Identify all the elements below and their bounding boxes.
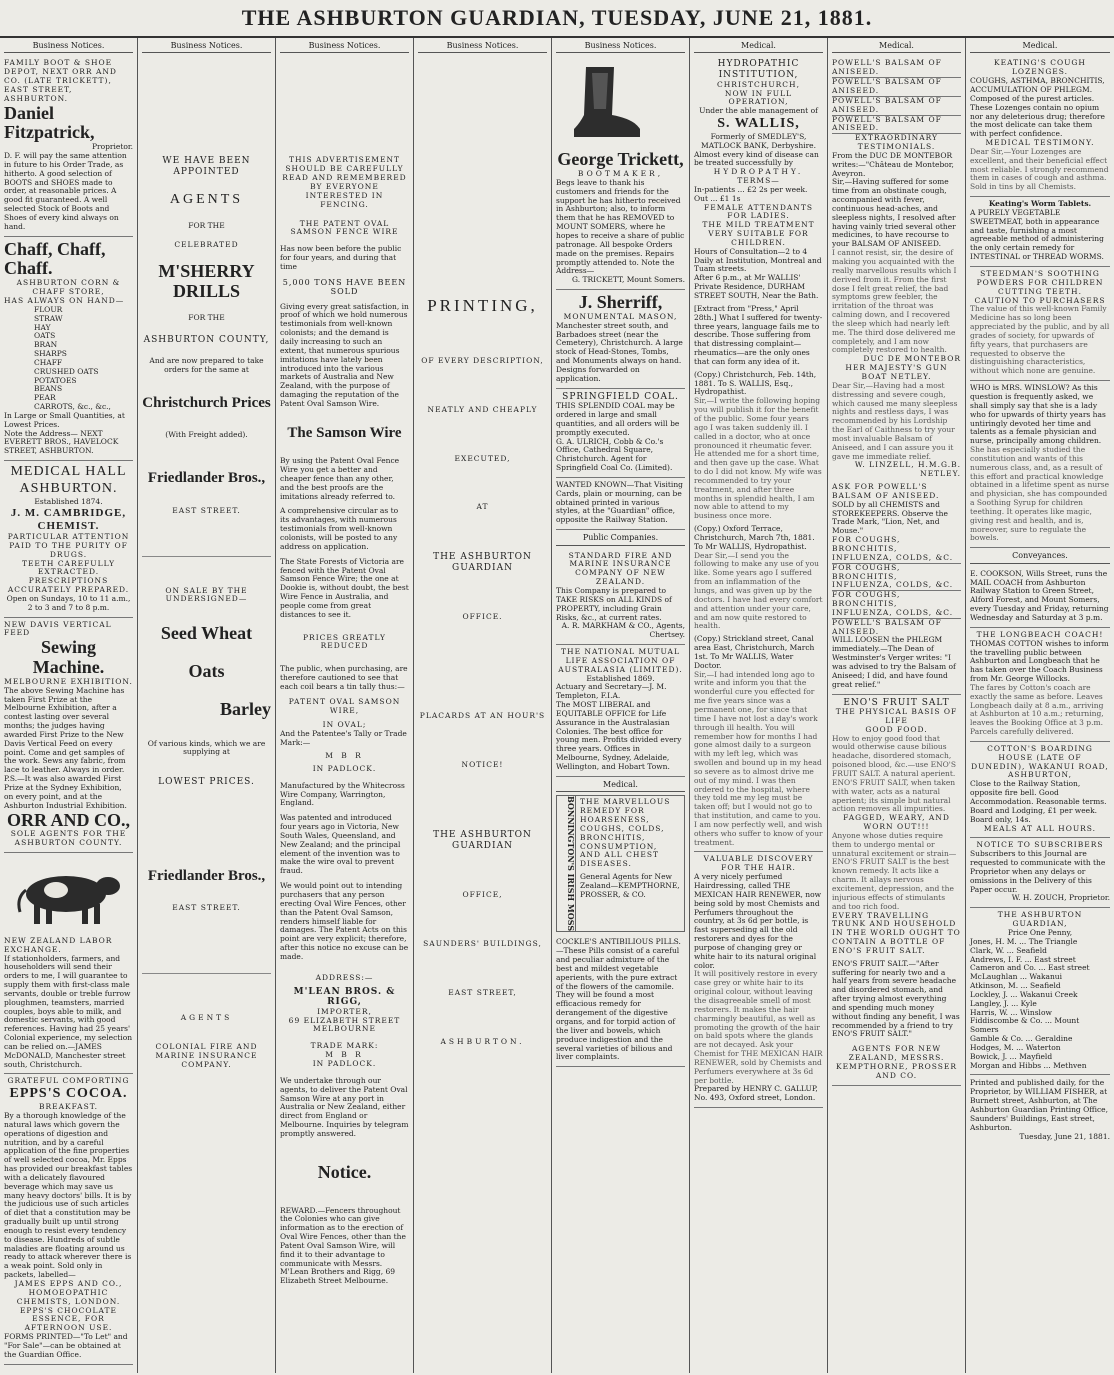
ad-subheading: PRICES GREATLY REDUCED — [303, 632, 386, 651]
ad-text: NOTICE! — [461, 760, 504, 770]
column-2 — [138, 38, 276, 1373]
ad-text: EXECUTED, — [454, 453, 511, 463]
column-heading: Business Notices. — [556, 38, 685, 53]
list-item: Jones, H. M. ... The Triangle — [970, 936, 1078, 946]
ad-text: Formerly of SMEDLEY'S, MATLOCK BANK, Derbyshire. — [701, 131, 816, 150]
ad-heading: THE ASHBURTON GUARDIAN, — [997, 910, 1083, 929]
imprint — [970, 1075, 1110, 1141]
list-item: CARROTS, &c., &c., — [34, 402, 111, 412]
column-heading: Business Notices. — [418, 38, 547, 53]
ad-subheading: 5,000 TONS HAVE BEEN SOLD — [282, 277, 407, 297]
samson-title: The Samson Wire — [287, 424, 402, 441]
list-item: BEANS — [34, 384, 63, 394]
ad-text: Actuary and Secretary—J. M. Templeton, F.I.A. — [556, 682, 667, 701]
column-heading: Business Notices. — [4, 38, 133, 53]
list-item: Bowick, J. ... Mayfield — [970, 1051, 1053, 1061]
ad-text: EAST STREET. — [172, 903, 241, 913]
ad-text: THE MILD TREATMENT VERY SUITABLE FOR CHILDREN. — [702, 220, 815, 247]
ad-text: D. F. will pay the same attention in future to his Order Trade, as hitherto. A good selection of BOOTS and SHOES made to order, at reasonable prices. A good fit guaranteed. A well selected Stock of Boots and Shoes of every kind always on hand. — [4, 151, 127, 231]
ad-text: By a thorough knowledge of the natural laws which govern the operations of digestion and nutrition, and by a careful application of the fine properties of well selected cocoa, Mr. Epps has provided our breakfast tables with a delicately flavoured beverage which may save us many heavy doctors' bills. It is by the judicious use of such articles of diet that a constitution may be gradually built up until strong enough to resist every tendency to disease. Hundreds of subtle maladies are floating around us ready to attack wherever there is a weak point. Sold only in packets, labelled— — [4, 1110, 133, 1280]
ad-text: (Copy.) Strickland street, Canal area East, Christchurch, March 1st. To Mr WALLIS, Water Doctor. — [694, 634, 815, 670]
seed-wheat-title: Seed Wheat — [160, 623, 253, 644]
column-8 — [966, 38, 1114, 1373]
list-item: Atkinson, M. ... Seafield — [970, 981, 1061, 991]
ad-text: ASHBURTON. — [440, 1036, 525, 1046]
ad-text: OFFICE, — [462, 890, 503, 900]
boot-illustration — [556, 63, 646, 143]
column-6 — [690, 38, 828, 1373]
filler-text: The value of this well-known Family Medicine has so long been appreciated by the public, and by all grades of society, for upwards of fifty years, that purchasers are requested to observe the distinguishing characteristics, without which none are genuine. — [970, 304, 1110, 376]
ad-name: Daniel Fitzpatrick, — [4, 102, 95, 143]
filler-text: She has especially studied the constitution and wants of this numerous class, and, as a result of this effort and practical knowledge obtained in a lifetime spent as nurse and physician, she has compounded a Soothing Syrup for children teething. It operates like magic, giving rest and health, and is, moreover, sure to regulate the bowels. — [970, 445, 1110, 543]
list-item: FLOUR — [34, 304, 63, 314]
ad-subheading: HYDROPATHY. — [713, 167, 804, 177]
ad-text: SAUNDERS' BUILDINGS, — [423, 939, 542, 949]
ad-text: FEMALE ATTENDANTS FOR LADIES. — [704, 202, 813, 221]
drills-title: M'SHERRY DRILLS — [158, 261, 255, 301]
ad-signature: W. H. ZOUCH, Proprietor. — [1011, 893, 1110, 903]
list-item: Hodges, M. ... Waterton — [970, 1042, 1061, 1052]
ad-text: A comprehensive circular as to its advantages, with numerous testimonials from well-known colonists, will be posted to any address on application. — [280, 506, 399, 551]
ad-text: OFFICE. — [462, 612, 503, 622]
ad-text: OF EVERY DESCRIPTION, — [421, 355, 544, 365]
ad-subheading: THE PHYSICAL BASIS OF LIFE — [835, 707, 958, 725]
sherriff-ad — [556, 290, 685, 389]
ad-text: Out ... £1 1s — [694, 193, 741, 203]
ad-heading: POWELL'S BALSAM OF ANISEED. — [832, 116, 961, 135]
ad-text: IN PADLOCK. — [312, 763, 377, 773]
ad-text: The State Forests of Victoria are fenced with the Patent Oval Samson Fence Wire; the one at Dookie is, without doubt, the best Wire Fence in Australia, and people come from great distances to see it. — [280, 556, 409, 619]
imprint-text: Printed and published daily, for the Proprietor, by WILLIAM FISHER, at Burnett street, Ashburton, at The Ashburton Guardian Printing Office, Saunders' Buildings, East street, Ashburton. — [970, 1078, 1109, 1132]
ad-name: AGENTS — [169, 191, 244, 207]
ad-text: EPPS'S CHOCOLATE ESSENCE, FOR AFTERNOON USE. — [19, 1305, 118, 1333]
ad-text: Established 1869. — [586, 673, 655, 683]
ad-subheading: MONUMENTAL MASON, — [563, 311, 678, 321]
coal-ad — [556, 389, 685, 478]
column-7 — [828, 38, 966, 1373]
ad-text: WILL LOOSEN the PHLEGM immediately.—The Dean of Westminster's Verger writes: "I was advised to try the Balsam of Aniseed; I did, and have found great relief." — [832, 635, 956, 689]
ad-name: S. WALLIS, — [717, 116, 800, 132]
filler-text: How to enjoy good food that would otherwise cause bilious headache, disordered stomach, poisoned blood, &c.—use ENO'S FRUIT SALT. A natural aperient. ENO'S FRUIT SALT, when taken with water, acts as a natural aperient; its simple but natural action removes all impurities. — [832, 733, 956, 814]
friedlander-title: Friedlander Bros., — [147, 470, 266, 487]
filler-text: Dear Sir,—Having had a most distressing and severe cough, which caused me many sleepless nights and restless days, I was recommended by his Lordship the Earl of Caithness to try your most invaluable Balsam of Aniseed, and I can assure you it gave me immediate relief. — [832, 380, 958, 461]
ad-subheading: MEALS AT ALL HOURS. — [983, 823, 1097, 833]
column-heading: Medical. — [970, 38, 1110, 53]
ad-heading: POWELL'S BALSAM OF ANISEED. — [832, 78, 961, 97]
ad-text: FOR COUGHS, BRONCHITIS, INFLUENZA, COLDS, &C. — [832, 536, 961, 564]
ad-subheading: BREAKFAST. — [38, 1102, 99, 1112]
sewing-machine-ad — [4, 618, 133, 853]
ad-subheading: HAS ALWAYS ON HAND— — [4, 295, 125, 305]
list-item: Lockley, J. ... Wakanui Creek — [970, 989, 1078, 999]
ad-text: Subscribers to this Journal are requested to communicate with the Proprietor when any delays or omissions in the Delivery of this Paper occur. — [970, 849, 1106, 894]
ad-text: LOWEST PRICES. — [158, 777, 255, 788]
ad-text: And are now prepared to take orders for the same at — [149, 356, 264, 375]
ad-subheading: PATENT OVAL SAMSON WIRE, — [288, 696, 401, 715]
ad-text: The MOST LIBERAL and EQUITABLE OFFICE for Life Assurance in the Australasian Colonies. The best office for young men. Profits divided every three years. Offices in Melbourne, Sydney, Adelaide, Wellington, and Hobart Town. — [556, 700, 682, 772]
list-item: CHAFF — [34, 357, 63, 367]
ad-text: Manchester street south, and Barbadoes street (near the Cemetery), Christchurch. A large stock of Head-Stones, Tombs, and Monuments always on hand. Designs forwarded on application. — [556, 320, 683, 383]
ad-text: Was patented and introduced four years ago in Victoria, New South Wales, Queensland, and New Zealand; and the principal element of the invention was to make the wire oval to prevent fraud. — [280, 813, 401, 876]
ad-name: J. Sherriff, — [578, 292, 663, 313]
list-item: Cameron and Co. ... East street — [970, 963, 1090, 973]
ad-subheading: TERMS— — [737, 176, 780, 186]
ad-heading: NEW ZEALAND LABOR EXCHANGE. — [4, 935, 113, 954]
column-3 — [276, 38, 414, 1373]
ad-subheading: HER MAJESTY'S GUN BOAT NETLEY. — [845, 363, 948, 381]
ad-signature: A. R. MARKHAM & CO., Agents, Chertsey. — [561, 621, 685, 640]
ad-subheading: ADDRESS:— — [315, 972, 374, 982]
ad-heading: WE HAVE BEEN APPOINTED — [162, 156, 251, 178]
ad-text: The above Sewing Machine has taken First Prize at the Melbourne Exhibition, after a contest lasting over several months; the judges having awarded First Prize to the New Davis Vertical Feed on every point. Come and get samples of the work. Sews any fabric, from lace to leather. Always in order. — [4, 685, 126, 775]
ad-name: ORR AND CO., — [6, 809, 130, 830]
friedlander-title: Friedlander Bros., — [147, 867, 266, 884]
list-item: Morgan and Hibbs ... Methven — [970, 1060, 1087, 1070]
ad-signature: W. LINZELL, H.M.G.B. NETLEY. — [854, 460, 961, 479]
ad-heading: HYDROPATHIC INSTITUTION, — [717, 59, 800, 81]
ad-signature: G. TRICKETT, Mount Somers. — [571, 275, 685, 285]
winslow-ad — [970, 381, 1110, 548]
ad-text: If stationholders, farmers, and householders will send their orders to me, I will guarantee to supply them with first-class male servants, double or treble furrow ploughmen, teamsters, married couples, boys able to milk, and domestic servants, with good references. Having had 25 years' Colonial experience, my selection can be relied on.—JAMES McDONALD, Manchester street south, Christchurch. — [4, 953, 133, 1069]
ad-text: Sir,—Having suffered for some time from an obstinate cough, accompanied with fever, continuous head-aches, and sleepless nights, I resolved after having vainly tried several other medicines, to have recourse to your BALSAM OF ANISEED. — [832, 177, 956, 249]
ad-text: PRESCRIPTIONS ACCURATELY PREPARED. — [7, 576, 130, 595]
ad-text: A very nicely perfumed Hairdressing, called THE MEXICAN HAIR RENEWER, now being sold by most Chemists and Perfumers throughout the country, at 3s 6d per bottle, is fast superseding all the old restorers and dyes for the purpose of changing grey or white hair to its natural original color. — [694, 872, 822, 970]
ad-text: REWARD.—Fencers throughout the Colonies who can give information as to the erection of Oval Wire Fences, other than the Patent Oval Samson Wire, will find it to their advantage to communicate with Messrs. M'Lean Brothers and Rigg, 69 Elizabeth Street Melbourne. — [280, 1205, 406, 1286]
list-item: HAY — [34, 322, 51, 332]
ad-text: PARTICULAR ATTENTION PAID TO THE PURITY OF DRUGS. — [7, 531, 130, 559]
ad-heading: STEEDMAN'S SOOTHING POWDERS FOR CHILDREN CUTTING TEETH. — [976, 269, 1104, 296]
ad-heading: GRATEFUL COMFORTING — [7, 1076, 130, 1086]
list-item: OATS — [34, 331, 56, 341]
ad-heading: THE NATIONAL MUTUAL LIFE ASSOCIATION OF AUSTRALASIA (LIMITED). — [558, 647, 683, 674]
ad-text: G. A. ULRICH, Cobb & Co.'s Office, Cathedral Square, Christchurch. Agent for Springfield Coal Co. (Limited). — [556, 436, 673, 473]
ad-text: ASK FOR POWELL'S BALSAM OF ANISEED. — [832, 482, 940, 500]
filler-text: Anyone whose duties require them to undergo mental or unnatural excitement or strain—ENO'S FRUIT SALT is the best known remedy. It acts like a charm. It allays nervous excitement, depression, and the injurious effects of stimulants and too rich food. — [832, 830, 957, 911]
ad-heading: ENO'S FRUIT SALT — [843, 697, 950, 708]
ad-text: COCKLE'S ANTIBILIOUS PILLS.—These Pills consist of a careful and peculiar admixture of the best and mildest vegetable aperients, with the pure extract of the flowers of the camomile. They will be found a most efficacious remedy for derangement of the digestive organs, and for torpid action of the liver and bowels, which produce indigestion and the several varieties of bilious and liver complaints. — [556, 937, 681, 1062]
column-heading: Medical. — [694, 38, 823, 53]
ad-text: TRADE MARK: — [310, 1041, 379, 1051]
ad-subheading: BOOTMAKER, — [577, 169, 664, 179]
ad-text: E. COOKSON, Wills Street, runs the MAIL COACH from Ashburton Railway Station to Green Street, Alford Forest, and Mount Somers, every Tuesday and Friday, returning Wednesday and Saturday at 3 p.m. — [970, 568, 1109, 622]
ad-text: SOLD by all CHEMISTS and STOREKEEPERS. Observe the Trade Mark, "Lion, Net, and Mouse." — [832, 499, 948, 536]
ad-heading: ON SALE BY THE UNDERSIGNED— — [165, 585, 248, 604]
ad-text: EAST STREET. — [172, 505, 241, 515]
column-1 — [0, 38, 138, 1373]
ad-subheading: EXTRAORDINARY TESTIMONIALS. — [855, 133, 938, 152]
ad-subheading: MELBOURNE EXHIBITION. — [4, 676, 133, 686]
ad-text: ASHBURTON COUNTY, — [143, 334, 270, 345]
ad-text: NEATLY AND CHEAPLY — [427, 404, 538, 414]
hair-renewer-ad — [694, 852, 823, 1108]
subscribers-notice — [970, 838, 1110, 908]
ad-heading: STANDARD FIRE AND MARINE INSURANCE COMPANY OF NEW ZEALAND. — [568, 550, 673, 587]
filler-text: Dear Sir,—I send you the following to make any use of you like. Some years ago I suffered from an inflammation of the lungs, and was given up by the doctors. I have had every comfort and attention under your care, and am now quite restored to health. — [694, 550, 823, 631]
notice-title: Notice. — [317, 1161, 372, 1182]
ad-text: FOR COUGHS, BRONCHITIS, INFLUENZA, COLDS, &C. — [832, 564, 961, 592]
guardian-agents — [970, 908, 1110, 1075]
steedman-ad — [970, 267, 1110, 381]
cookson-coach-ad — [970, 567, 1110, 628]
ad-heading: AGENTS — [180, 1013, 233, 1023]
column-4 — [414, 38, 552, 1373]
ad-text: AGENTS FOR NEW ZEALAND, MESSRS. KEMPTHORNE, PROSSER AND CO. — [835, 1044, 958, 1080]
ad-text: In-patients ... £2 2s per week. — [694, 184, 808, 194]
trade-mark: M B R — [325, 751, 364, 760]
column-heading: Business Notices. — [280, 38, 409, 53]
list-item: McLaughlan ... Wakanui — [970, 972, 1063, 982]
ad-heading: THIS ADVERTISEMENT SHOULD BE CAREFULLY READ AND REMEMBERED BY EVERYONE INTERESTED IN FENCING. — [282, 155, 407, 209]
filler-text: Sir,—I write the following hoping you will publish it for the benefit of the public. Some four years ago I was taken suddenly ill. I called in a doctor, who at once pronounced it rheumatic fever. He attended me for a short time, and then gave up the case. What to do I did not know. My wife was recommended to try your treatment, and after three months in splendid health, I am now able to attend to my business once more. — [694, 396, 822, 521]
cockle-pills-ad — [556, 935, 685, 1067]
ad-heading: FAMILY BOOT & SHOE DEPOT, NEXT ORR AND CO. (LATE TRICKETT), EAST STREET, ASHBURTON. — [4, 58, 117, 103]
ad-subheading: MEDICAL TESTIMONY. — [985, 138, 1095, 148]
ad-text: FOR THE — [188, 221, 225, 231]
filler-text: It will positively restore in every case grey or white hair to its original colour, without leaving the disagreeable smell of most restorers. It makes the hair charmingly beautiful, as well as promoting the growth of the hair on bald spots where the glands are not decayed. Ask your Chemist for THE MEXICAN HAIR RENEWER, sold by Chemists and Perfumers everywhere at 3s 6d per bottle. — [694, 969, 823, 1085]
ad-name: Chaff, Chaff, Chaff. — [4, 238, 106, 279]
filler-text: Sir,—I had intended long ago to write and inform you that the wonderful cure you effected for me five years since was a permanent one, for since that time I have not lost a day's work through ill health. You will remember how for months I had gone almost daily to a surgeon with my left leg, which was swollen and bound up in my head so severe as to almost drive me out of my mind. I was then ordered to the hospital, where they told me my leg must be taken off; but I would not go to that institution, and came to you. I am now perfectly well, and wish others who suffer to know of your treatment. — [694, 669, 823, 847]
columns — [0, 38, 1114, 1373]
masthead-title: THE ASHBURTON GUARDIAN, TUESDAY, JUNE 21, 1881. — [0, 0, 1114, 38]
ad-text: Begs leave to thank his customers and friends for the support he has hitherto received in Ashburton; also, to inform them that he has REMOVED to MOUNT SOMERS, where he hopes to receive a share of public patronage. All bespoke Orders made on the premises. Repairs promptly attended to. Note the Address— — [556, 177, 685, 276]
ad-heading: VALUABLE DISCOVERY FOR THE HAIR. — [703, 854, 814, 873]
ad-text: Of various kinds, which we are supplying at — [147, 738, 266, 757]
list-item: Gamble & Co. ... Geraldine — [970, 1034, 1073, 1044]
ad-text: TEETH CAREFULLY EXTRACTED. — [21, 558, 116, 577]
ad-text: (With Freight added). — [165, 430, 248, 440]
section-heading: Medical. — [556, 777, 685, 792]
ad-text: Open on Sundays, 10 to 11 a.m., 2 to 3 and 7 to 8 p.m. — [6, 593, 131, 612]
ad-name: George Trickett, — [557, 149, 684, 170]
keating-lozenges-ad — [970, 56, 1110, 197]
ad-text: CHRISTCHURCH, — [717, 79, 800, 89]
list-item: POTATOES — [34, 375, 77, 385]
ad-text: ENO'S FRUIT SALT.—"After suffering for nearly two and a half years from severe headache and disordered stomach, and after trying almost everything and spending much money without finding any benefit, I was recommended by a friend to try ENO'S FRUIT SALT." — [832, 958, 960, 1039]
ad-text: THE ASHBURTON GUARDIAN — [433, 552, 532, 573]
list-item: SHARPS — [34, 349, 67, 359]
labor-exchange-ad — [4, 853, 133, 1075]
filler-text: Dear Sir,—Your Lozenges are excellent, and their beneficial effect most reliable. I strongly recommend them in cases of cough and asthma. Sold in tins by all Chemists. — [970, 146, 1109, 192]
ad-text: And the Patentee's Tally or Trade Mark:— — [280, 729, 407, 748]
ad-text: We would point out to intending purchasers that any person erecting Oval Wire Fences, other than the Patent Oval Samson, renders himself liable for damages. The Patent Acts on this point are very explicit; therefore, after this notice no excuse can be made. — [280, 881, 409, 961]
ad-text: FORMS PRINTED—"To Let" and "For Sale"—can be obtained at the Guardian Office. — [4, 1332, 128, 1359]
ad-text: After 6 p.m., at Mr WALLIS' Private Residence, DURHAM STREET SOUTH, Near the Bath. — [694, 273, 819, 301]
ad-heading: POWELL'S BALSAM OF ANISEED. — [832, 97, 961, 116]
cow-illustration — [4, 860, 134, 930]
ad-text: EAST STREET, — [448, 987, 517, 997]
ad-text: SOLE AGENTS FOR THE ASHBURTON COUNTY. — [10, 829, 127, 848]
ad-heading: KEATING'S COUGH LOZENGES. — [994, 58, 1086, 77]
ad-heading: POWELL'S BALSAM OF ANISEED. — [832, 617, 942, 636]
ad-text: In Large or Small Quantities, at Lowest Prices. — [4, 410, 125, 429]
ad-text: Giving every great satisfaction, in proof of which we hold numerous testimonials from well-known colonists; and the demand is daily increasing to such an extent, that numerous spurious imitations have lately been introduced into the various markets of Australia and New Zealand, with the purpose of damaging the reputation of the Patent Oval Samson Wire. — [280, 301, 409, 408]
ad-side-label: BONNINGTON'S IRISH MOSS — [557, 796, 576, 931]
ad-text: Close to the Railway Station, opposite fire bell. Good Accommodation. Reasonable terms. Board and Lodging, £1 per week. Board only, 14s. — [970, 779, 1107, 824]
ad-name: Sewing Machine. — [32, 637, 105, 678]
ad-subheading: CAUTION TO PURCHASERS — [974, 295, 1106, 305]
list-item: STRAW — [34, 313, 63, 323]
ad-heading: Keating's Worm Tablets. — [988, 199, 1092, 209]
irish-moss-ad — [556, 795, 685, 932]
ad-heading: POWELL'S BALSAM OF ANISEED. — [832, 59, 961, 78]
ad-text: FOR THE — [188, 312, 225, 322]
ad-text: This Company is prepared to TAKE RISKS on ALL KINDS of PROPERTY, including Grain Risks, &c., at current rates. — [556, 585, 672, 622]
ad-text: FOR COUGHS, BRONCHITIS, INFLUENZA, COLDS, &C. — [832, 591, 961, 619]
list-item: Clark, W. ... Seafield — [970, 945, 1047, 955]
ad-heading: ASHBURTON CORN & CHAFF STORE, — [16, 278, 121, 297]
list-item: Fiddiscombe & Co. ... Mount Somers — [970, 1016, 1080, 1035]
ad-text: From the DUC DE MONTEBOR writes:—"Château de Montebor, Aveyron. — [832, 150, 954, 178]
ad-text: Hours of Consultation—2 to 4 Daily at Institution, Montreal and Tuam streets. — [694, 246, 822, 274]
ad-text: PLACARDS AT AN HOUR'S — [419, 711, 546, 721]
ad-text: P.S.—It was also awarded First Prize at the Sydney Exhibition, on every point, and at the Ashburton Industrial Exhibition. — [4, 774, 127, 810]
ad-subheading: GOOD FOOD. — [865, 724, 928, 734]
ad-heading: NOTICE TO SUBSCRIBERS — [976, 840, 1104, 850]
ad-text: (Copy.) Oxford Terrace, Christchurch, March 7th, 1881. To Mr WALLIS, Hydropathist. — [694, 524, 815, 551]
ad-text: IMPORTER, — [317, 1006, 372, 1016]
ad-role: Proprietor. — [91, 142, 133, 152]
ad-text: THE ASHBURTON GUARDIAN — [433, 829, 532, 851]
ad-text: A PURELY VEGETABLE SWEETMEAT, both in appearance and taste, furnishing a most agreeable method of administering the only certain remedy for INTESTINAL or THREAD WORMS. — [970, 207, 1104, 262]
list-item: PEAR — [34, 393, 56, 403]
ad-text: AT — [476, 502, 489, 512]
trade-mark: M B R — [325, 1050, 364, 1060]
ad-text: 69 ELIZABETH STREET MELBOURNE — [288, 1015, 401, 1034]
prices-title: Christchurch Prices — [142, 394, 271, 411]
list-item: BRAN — [34, 340, 58, 350]
chaff-items — [4, 306, 133, 412]
eno-fruit-salt-ad — [832, 695, 961, 1086]
imprint-date: Tuesday, June 21, 1881. — [1019, 1131, 1110, 1141]
ad-text: The public, when purchasing, are therefore cautioned to see that each coil bears a tin tally thus:— — [280, 664, 408, 691]
ad-text: NOW IN FULL OPERATION, — [724, 88, 793, 107]
ad-text: COUGHS, ASTHMA, BRONCHITIS, ACCUMULATION OF PHLEGM. Composed of the purest articles. These Lozenges contain no opium nor any deleterious drug; therefore the most delicate can take them with perfect confidence. — [970, 76, 1105, 139]
ad-text: THE MARVELLOUS REMEDY FOR HOARSENESS, COUGHS, COLDS, BRONCHITIS, CONSUMPTION, AND ALL CHEST DISEASES. — [580, 797, 671, 869]
ad-text: EVERY TRAVELLING TRUNK AND HOUSEHOLD IN THE WORLD OUGHT TO CONTAIN A BOTTLE OF ENO'S FRUIT SALT. — [832, 910, 961, 955]
ad-text: (Copy.) Christchurch, Feb. 14th, 1881. To S. WALLIS, Esq., Hydropathist. — [694, 369, 817, 397]
ad-heading: NEW DAVIS VERTICAL FEED — [4, 619, 112, 638]
ad-text: Established 1874. — [34, 496, 103, 506]
ad-text: THOMAS COTTON wishes to inform the travelling public between Ashburton and Longbeach that he has taken over the Coach Business from Mr. George Willocks. — [970, 638, 1109, 684]
section-heading: Conveyances. — [970, 548, 1110, 563]
ad-heading: MEDICAL HALL ASHBURTON. — [10, 464, 127, 496]
boot-depot-ad — [4, 56, 133, 236]
oats-title: Oats — [188, 661, 225, 682]
ad-name: J. M. CAMBRIDGE, CHEMIST. — [10, 506, 127, 532]
ad-subheading: THE PATENT OVAL SAMSON FENCE WIRE — [290, 218, 399, 237]
ad-heading: THE LONGBEACH COACH! — [976, 629, 1104, 639]
national-mutual-ad — [556, 645, 685, 777]
ad-text: Has now been before the public for four years, and during that time — [280, 244, 402, 271]
filler-text: The fares by Cotton's coach are exactly the same as before. Leaves Longbeach daily at 8 a.m., arriving at Ashburton at 10 a.m.; returning, leaves the Booking Office at 3 p.m. Parcels carefully delivered. — [970, 682, 1104, 737]
ad-text: THIS SPLENDID COAL may be ordered in large and small quantities, and all orders will be promptly executed. — [556, 401, 680, 437]
ad-text: IN OVAL; — [322, 720, 367, 730]
list-item: Harris, W. ... Winslow — [970, 1007, 1052, 1017]
ad-text: COLONIAL FIRE AND MARINE INSURANCE COMPANY. — [155, 1042, 258, 1069]
standard-insurance-ad — [556, 549, 685, 645]
list-item: Andrews, I. F. ... East street — [970, 954, 1076, 964]
ad-signature: Prepared by HENRY C. GALLUP, No. 493, Oxford street, London. — [694, 1084, 818, 1103]
section-heading: Public Companies. — [556, 530, 685, 545]
ad-name: EPPS'S COCOA. — [9, 1086, 128, 1102]
ad-text: Under the able management of — [699, 106, 818, 116]
ad-text: IN PADLOCK. — [312, 1059, 377, 1068]
column-heading: Business Notices. — [142, 38, 271, 53]
epps-cocoa-ad — [4, 1074, 133, 1364]
ad-name: M'LEAN BROS. & RIGG, — [293, 986, 396, 1008]
ad-text: General Agents for New Zealand—KEMPTHORNE, PROSSER, & CO. — [580, 872, 680, 899]
ad-text: Manufactured by the Whitecross Wire Company, Warrington, England. — [280, 780, 405, 808]
medical-hall-ad — [4, 461, 133, 617]
ad-subheading: Price One Penny, — [1007, 927, 1073, 937]
ad-text: WHO is MRS. WINSLOW? As this question is frequently asked, we shall simply say that she is a lady who for upwards of thirty years has untiringly devoted her time and talents as a female physician and nurse, principally among children. — [970, 383, 1106, 446]
ad-text: [Extract from "Press," April 28th.] What I suffered for twenty-three years, language fails me to describe. Those suffering from that distressing complaint—rheumatics—are the only ones that can form any idea of it. — [694, 303, 823, 366]
keating-worm-ad — [970, 197, 1110, 267]
powells-balsam-ad — [832, 56, 961, 694]
ad-text: WANTED KNOWN—That Visiting Cards, plain or mourning, can be obtained printed in various styles, at the "Guardian" office, opposite the Railway Station. — [556, 479, 683, 525]
ad-signature: DUC DE MONTEBOR — [863, 354, 961, 364]
barley-title: Barley — [220, 698, 271, 719]
ad-text: JAMES EPPS AND CO., HOMOEOPATHIC CHEMISTS, LONDON. — [14, 1279, 123, 1306]
hydropathic-ad — [694, 56, 823, 852]
wanted-ad — [556, 478, 685, 530]
boarding-house-ad — [970, 742, 1110, 838]
ad-text: Almost every kind of disease can be treated successfully by — [694, 149, 819, 168]
column-heading: Medical. — [832, 38, 961, 53]
column-5 — [552, 38, 690, 1373]
trickett-ad — [556, 56, 685, 290]
ad-address: Note the Address— NEXT EVERETT BROS., HAVELOCK STREET, ASHBURTON. — [4, 428, 119, 456]
ad-heading: COTTON'S BOARDING HOUSE (LATE OF DUNEDIN), WAKANUI ROAD, ASHBURTON, — [971, 743, 1109, 780]
filler-text: I cannot resist, sir, the desire of making you acquainted with the really marvellous results which I derived from it. From the first dose I felt great relief, the bad symptoms grew feebler, the irritation of the throat was calming down, and I recovered the sleep which had nearly left me. The third dose delivered me completely, and I am now completely restored to health. — [832, 248, 957, 355]
list-item: CRUSHED OATS — [34, 366, 99, 376]
ad-subheading: FAGGED, WEARY, AND WORN OUT!!! — [843, 813, 950, 832]
printing-title: PRINTING, — [427, 296, 538, 316]
ad-text: By using the Patent Oval Fence Wire you get a better and cheaper fence than any other, and the best proofs are the imitations already referred to. — [280, 456, 400, 501]
list-item: Langley, J. ... Kyle — [970, 998, 1037, 1008]
chaff-ad — [4, 237, 133, 461]
longbeach-coach-ad — [970, 628, 1110, 742]
ad-heading: SPRINGFIELD COAL. — [562, 391, 679, 402]
ad-text: We undertake through our agents, to deliver the Patent Oval Samson Wire at any port in Australia or New Zealand, either direct from England or Melbourne. Inquiries by telegram promptly answered. — [280, 1075, 409, 1138]
ad-text: CELEBRATED — [174, 240, 239, 250]
